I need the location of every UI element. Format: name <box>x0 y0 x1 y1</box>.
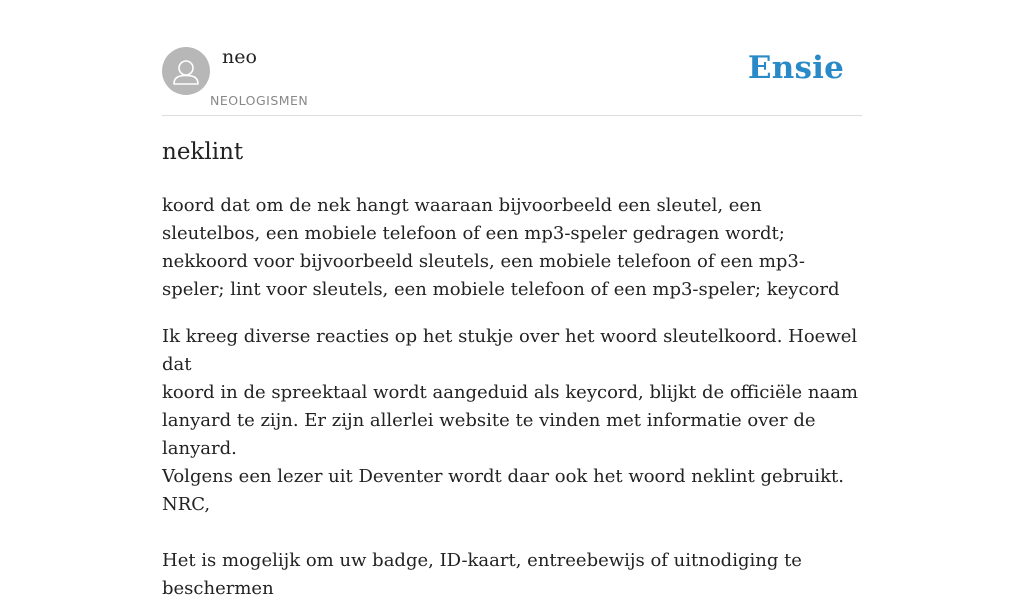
ensie-logo[interactable]: Ensie <box>747 50 844 86</box>
header <box>162 0 862 116</box>
paragraph-text: Het is mogelijk om uw badge, ID-kaart, entreebewijs of uitnodiging te beschermen <box>162 550 802 599</box>
page <box>162 0 862 599</box>
paragraph-line: Ik kreeg diverse reacties op het stukje over het woord sleutelkoord. Hoewel dat <box>162 326 858 375</box>
category-label[interactable]: NEOLOGISMEN <box>210 93 309 108</box>
article-content <box>162 192 862 603</box>
user-silhouette-icon <box>162 47 210 95</box>
avatar[interactable] <box>162 47 210 95</box>
paragraph-line: lanyard te zijn. Er zijn allerlei website te vinden met informatie over de lanyard. <box>162 410 816 459</box>
page-title: neklint <box>162 139 244 165</box>
paragraph-line: koord in de spreektaal wordt aangeduid als keycord, blijkt de officiële naam <box>162 382 858 403</box>
spacer <box>162 519 862 547</box>
source-text: NRC, <box>162 494 211 515</box>
author-link[interactable]: neo <box>222 46 257 68</box>
paragraph-line: Volgens een lezer uit Deventer wordt daar ook het woord neklint gebruikt. <box>162 466 844 487</box>
definition-text: koord dat om de nek hangt waaraan bijvoorbeeld een sleutel, een sleutelbos, een mobiele telefoon of een mp3-speler gedragen wordt; nekkoord voor bijvoorbeeld sleutels, een mobiele telefoon of een mp3-speler; lint voor sleutels, een mobiele telefoon of een mp3-speler; keycord <box>162 195 840 300</box>
